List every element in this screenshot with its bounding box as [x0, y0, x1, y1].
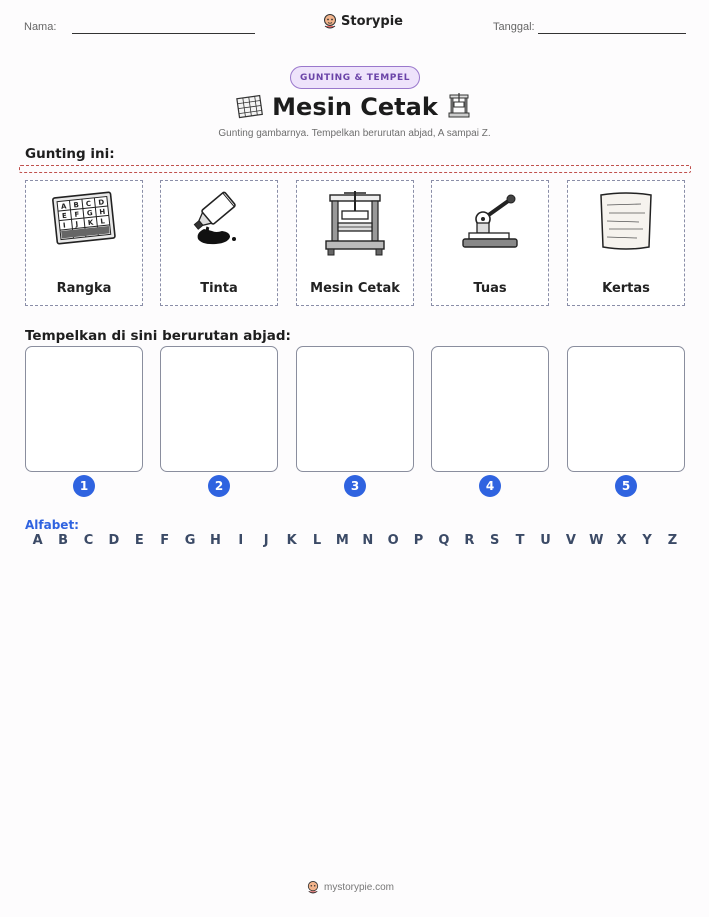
alphabet-letter: B [58, 533, 69, 548]
instructions: Gunting gambarnya. Tempelkan berurutan abjad, A sampai Z. [218, 128, 491, 139]
cut-card-tinta[interactable] [160, 180, 278, 306]
cut-line [19, 165, 691, 173]
svg-text:H: H [98, 207, 106, 217]
storypie-mascot-icon [323, 13, 337, 29]
storypie-mascot-icon [307, 880, 319, 894]
paste-slot-3[interactable] [296, 346, 414, 472]
type-case-icon [47, 189, 121, 249]
alphabet-letter: Z [667, 533, 678, 548]
svg-text:G: G [86, 209, 94, 218]
alphabet-letter: A [32, 533, 43, 548]
slot-number: 1 [73, 475, 95, 497]
svg-text:J: J [75, 220, 79, 229]
alphabet-letter: I [238, 533, 244, 548]
card-label: Rangka [56, 281, 112, 296]
alphabet-letter: Q [438, 533, 450, 548]
alphabet-letter: G [184, 533, 196, 548]
alphabet-row [25, 533, 685, 548]
footer [307, 880, 394, 894]
alphabet-letter: F [160, 533, 170, 548]
alphabet-letter: J [263, 533, 269, 548]
activity-badge: GUNTING & TEMPEL [290, 66, 420, 89]
svg-text:A: A [60, 202, 67, 211]
svg-text:F: F [74, 210, 80, 219]
ink-tube-icon [182, 189, 256, 253]
svg-text:K: K [87, 218, 94, 228]
alphabet-letter: K [286, 533, 297, 548]
alphabet-letter: D [108, 533, 120, 548]
printing-press-icon [318, 189, 392, 257]
alphabet-letter: E [134, 533, 144, 548]
paste-section-title: Tempelkan di sini berurutan abjad: [25, 328, 291, 344]
alphabet-letter: L [312, 533, 322, 548]
cut-card-rangka[interactable] [25, 180, 143, 306]
cut-card-kertas[interactable] [567, 180, 685, 306]
alphabet-letter: C [83, 533, 94, 548]
cut-section-title: Gunting ini: [25, 146, 115, 162]
printing-press-icon [446, 92, 472, 120]
alphabet-letter: X [616, 533, 627, 548]
slot-number: 4 [479, 475, 501, 497]
svg-text:C: C [85, 199, 92, 209]
paste-slot-4[interactable] [431, 346, 549, 472]
svg-text:D: D [97, 198, 105, 207]
cut-card-mesin-cetak[interactable] [296, 180, 414, 306]
svg-text:I: I [62, 221, 67, 230]
paste-slot-1[interactable] [25, 346, 143, 472]
alphabet-letter: T [515, 533, 525, 548]
card-label: Kertas [602, 281, 650, 296]
name-label: Nama: [24, 21, 57, 33]
alphabet-letter: H [209, 533, 221, 548]
alphabet-letter: Y [642, 533, 652, 548]
paste-slot-5[interactable] [567, 346, 685, 472]
slot-number: 2 [208, 475, 230, 497]
paste-slot-2[interactable] [160, 346, 278, 472]
alphabet-letter: R [464, 533, 475, 548]
alphabet-letter: U [540, 533, 551, 548]
svg-text:B: B [73, 200, 80, 210]
page-title: Mesin Cetak [272, 93, 438, 121]
alphabet-letter: W [589, 533, 604, 548]
svg-text:E: E [61, 211, 68, 221]
name-line[interactable] [72, 33, 255, 34]
alphabet-letter: M [335, 533, 349, 548]
alphabet-letter: V [565, 533, 576, 548]
cut-card-tuas[interactable] [431, 180, 549, 306]
alphabet-letter: P [413, 533, 424, 548]
footer-url[interactable]: mystorypie.com [324, 881, 395, 893]
paper-sheet-icon [589, 189, 663, 253]
brand-name: Storypie [341, 13, 403, 29]
lever-press-icon [453, 189, 527, 253]
alphabet-letter: N [362, 533, 374, 548]
card-label: Mesin Cetak [310, 281, 400, 296]
date-label: Tanggal: [493, 21, 535, 33]
alphabet-label: Alfabet: [25, 518, 79, 532]
alphabet-letter: O [387, 533, 399, 548]
alphabet-letter: S [490, 533, 500, 548]
card-label: Tinta [200, 281, 238, 296]
card-label: Tuas [473, 281, 507, 296]
svg-text:L: L [99, 217, 106, 226]
brand-logo [323, 13, 403, 29]
slot-number: 5 [615, 475, 637, 497]
slot-number: 3 [344, 475, 366, 497]
date-line[interactable] [538, 33, 686, 34]
